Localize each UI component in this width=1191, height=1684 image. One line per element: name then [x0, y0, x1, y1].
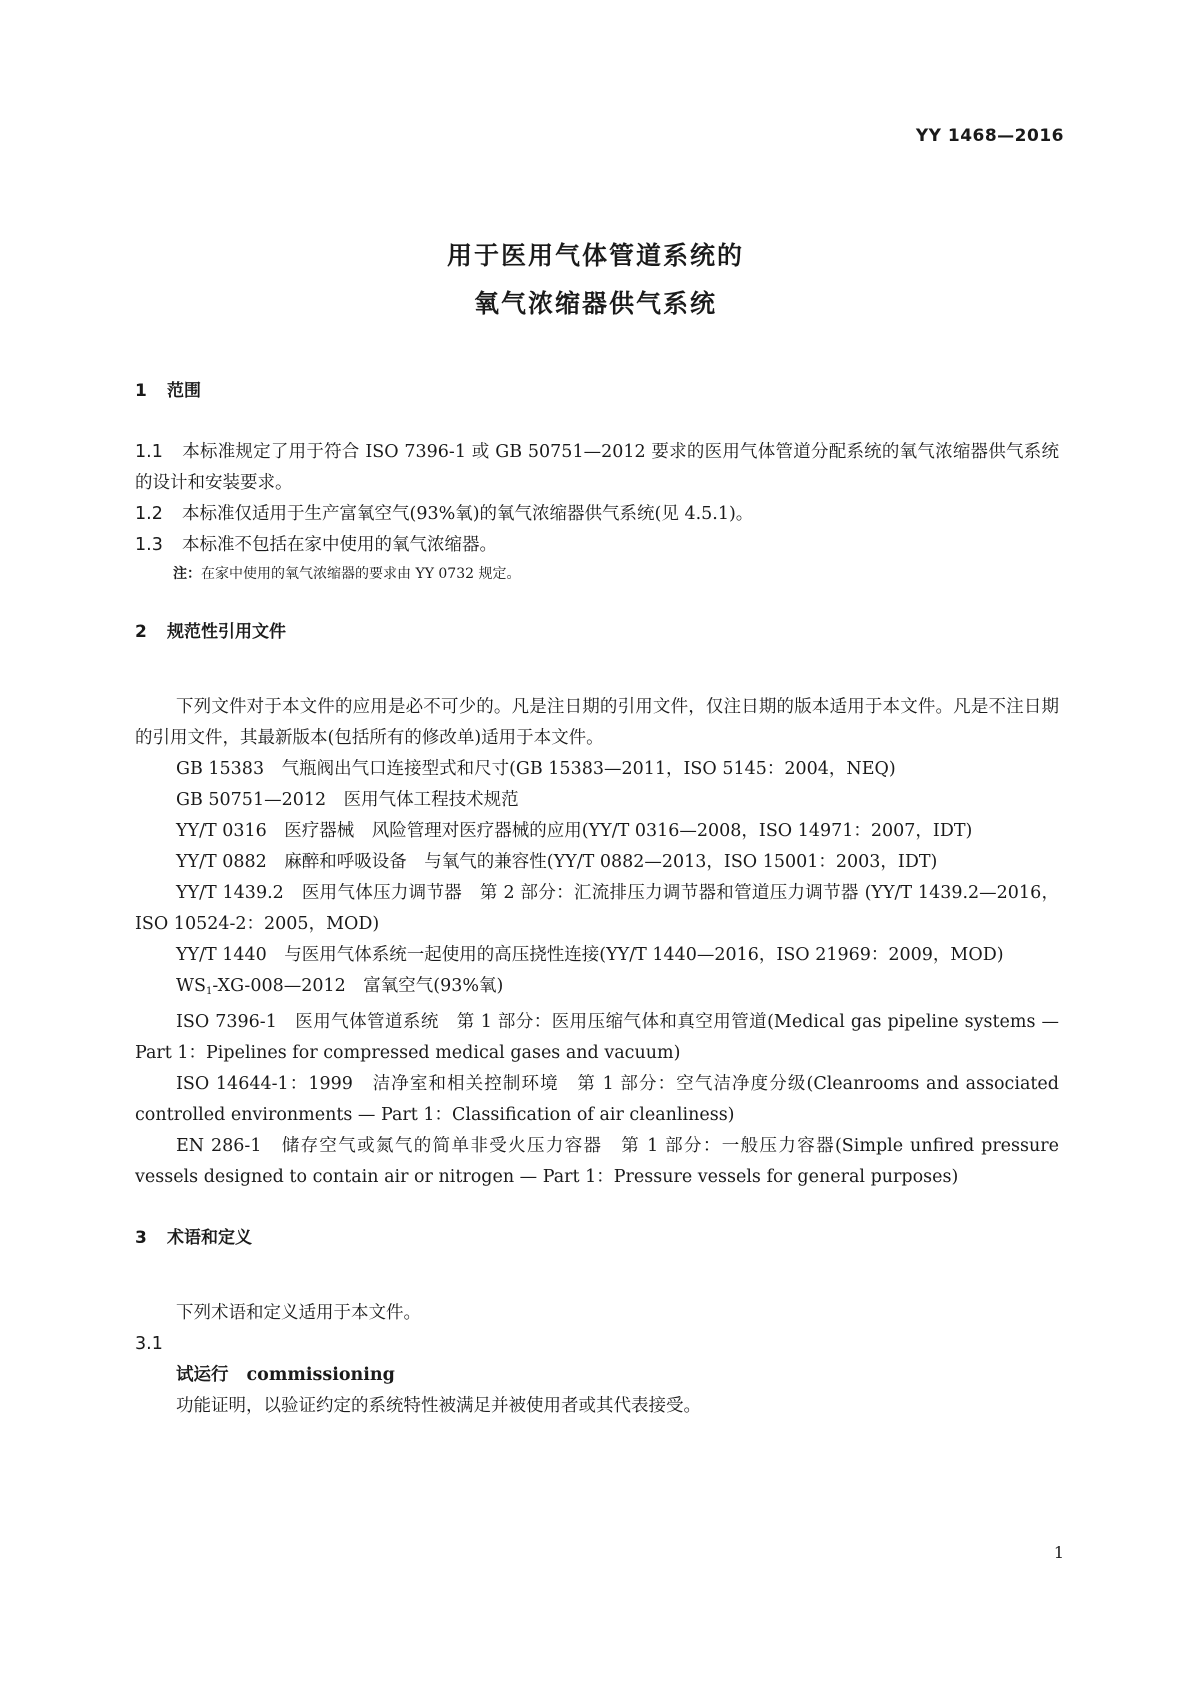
- section-2-title: 规范性引用文件: [167, 622, 286, 642]
- page-number: 1: [1053, 1543, 1064, 1562]
- term-heading: [135, 1360, 1059, 1391]
- clause-1-2: [135, 499, 1059, 530]
- reference-item: YY/T 1440 与医用气体系统一起使用的高压挠性连接(YY/T 1440—2016，ISO 21969：2009，MOD): [176, 945, 1004, 965]
- note: [135, 561, 1059, 587]
- document-title: [0, 232, 1191, 328]
- clause-1-3: [135, 530, 1059, 561]
- term-number: [135, 1329, 1059, 1360]
- term-chinese: 试运行: [176, 1365, 229, 1385]
- reference-item: GB 15383 气瓶阀出气口连接型式和尺寸(GB 15383—2011，ISO 5145：2004，NEQ): [176, 759, 896, 779]
- note-text: 在家中使用的氧气浓缩器的要求由 YY 0732 规定。: [201, 566, 521, 582]
- standard-code: YY 1468—2016: [915, 126, 1064, 146]
- section-2-number: 2: [135, 622, 147, 642]
- clause-1-1: [135, 437, 1059, 499]
- section-1-number: 1: [135, 381, 147, 401]
- section-3-heading: [135, 1223, 1059, 1254]
- note-label: 注：: [173, 566, 201, 582]
- reference-item: ISO 14644-1：1999 洁净室和相关控制环境 第 1 部分：空气洁净度分级(Cleanrooms and associated controlled environments — Part 1：Classification of air cleanliness): [135, 1074, 1059, 1125]
- section-2-intro: 下列文件对于本文件的应用是必不可少的。凡是注日期的引用文件，仅注日期的版本适用于本文件。凡是不注日期的引用文件，其最新版本(包括所有的修改单)适用于本文件。: [135, 697, 1059, 748]
- section-2-heading: [135, 617, 1059, 648]
- reference-item: YY/T 1439.2 医用气体压力调节器 第 2 部分：汇流排压力调节器和管道压力调节器 (YY/T 1439.2—2016，ISO 10524-2：2005，MOD): [135, 883, 1059, 934]
- term-number-label: 3.1: [135, 1334, 163, 1354]
- clause-number: 1.2: [135, 504, 163, 524]
- title-line-2: 氧气浓缩器供气系统: [473, 289, 717, 318]
- ws-prefix: WS: [176, 976, 206, 996]
- clause-text: 本标准规定了用于符合 ISO 7396-1 或 GB 50751—2012 要求的医用气体管道分配系统的氧气浓缩器供气系统的设计和安装要求。: [135, 442, 1059, 493]
- reference-item: GB 50751—2012 医用气体工程技术规范: [176, 790, 519, 810]
- document-body: [135, 376, 1059, 1422]
- reference-item: EN 286-1 储存空气或氮气的简单非受火压力容器 第 1 部分：一般压力容器(Simple unfired pressure vessels designed to contain air or nitrogen — Part 1：Pressure vessels for general purposes): [135, 1136, 1059, 1187]
- section-1-heading: [135, 376, 1059, 407]
- ws-subscript: 1: [205, 986, 213, 997]
- section-1-title: 范围: [167, 381, 201, 401]
- section-3-number: 3: [135, 1228, 147, 1248]
- reference-item: YY/T 0882 麻醉和呼吸设备 与氧气的兼容性(YY/T 0882—2013，ISO 15001：2003，IDT): [176, 852, 938, 872]
- reference-item-ws: [135, 971, 1059, 1007]
- term-definition: 功能证明，以验证约定的系统特性被满足并被使用者或其代表接受。: [176, 1396, 701, 1416]
- section-3-intro: 下列术语和定义适用于本文件。: [176, 1303, 421, 1323]
- ws-rest: -XG-008—2012 富氧空气(93%氧): [212, 976, 504, 996]
- clause-text: 本标准仅适用于生产富氧空气(93%氧)的氧气浓缩器供气系统(见 4.5.1)。: [182, 504, 754, 524]
- reference-item: YY/T 0316 医疗器械 风险管理对医疗器械的应用(YY/T 0316—2008，ISO 14971：2007，IDT): [176, 821, 973, 841]
- reference-item: ISO 7396-1 医用气体管道系统 第 1 部分：医用压缩气体和真空用管道(Medical gas pipeline systems — Part 1：Pipelines for compressed medical gases and vacuum): [135, 1012, 1059, 1063]
- clause-text: 本标准不包括在家中使用的氧气浓缩器。: [182, 535, 497, 555]
- title-line-1: 用于医用气体管道系统的: [446, 241, 744, 270]
- term-english: commissioning: [246, 1365, 395, 1385]
- clause-number: 1.1: [135, 442, 163, 462]
- clause-number: 1.3: [135, 535, 163, 555]
- section-3-title: 术语和定义: [167, 1228, 252, 1248]
